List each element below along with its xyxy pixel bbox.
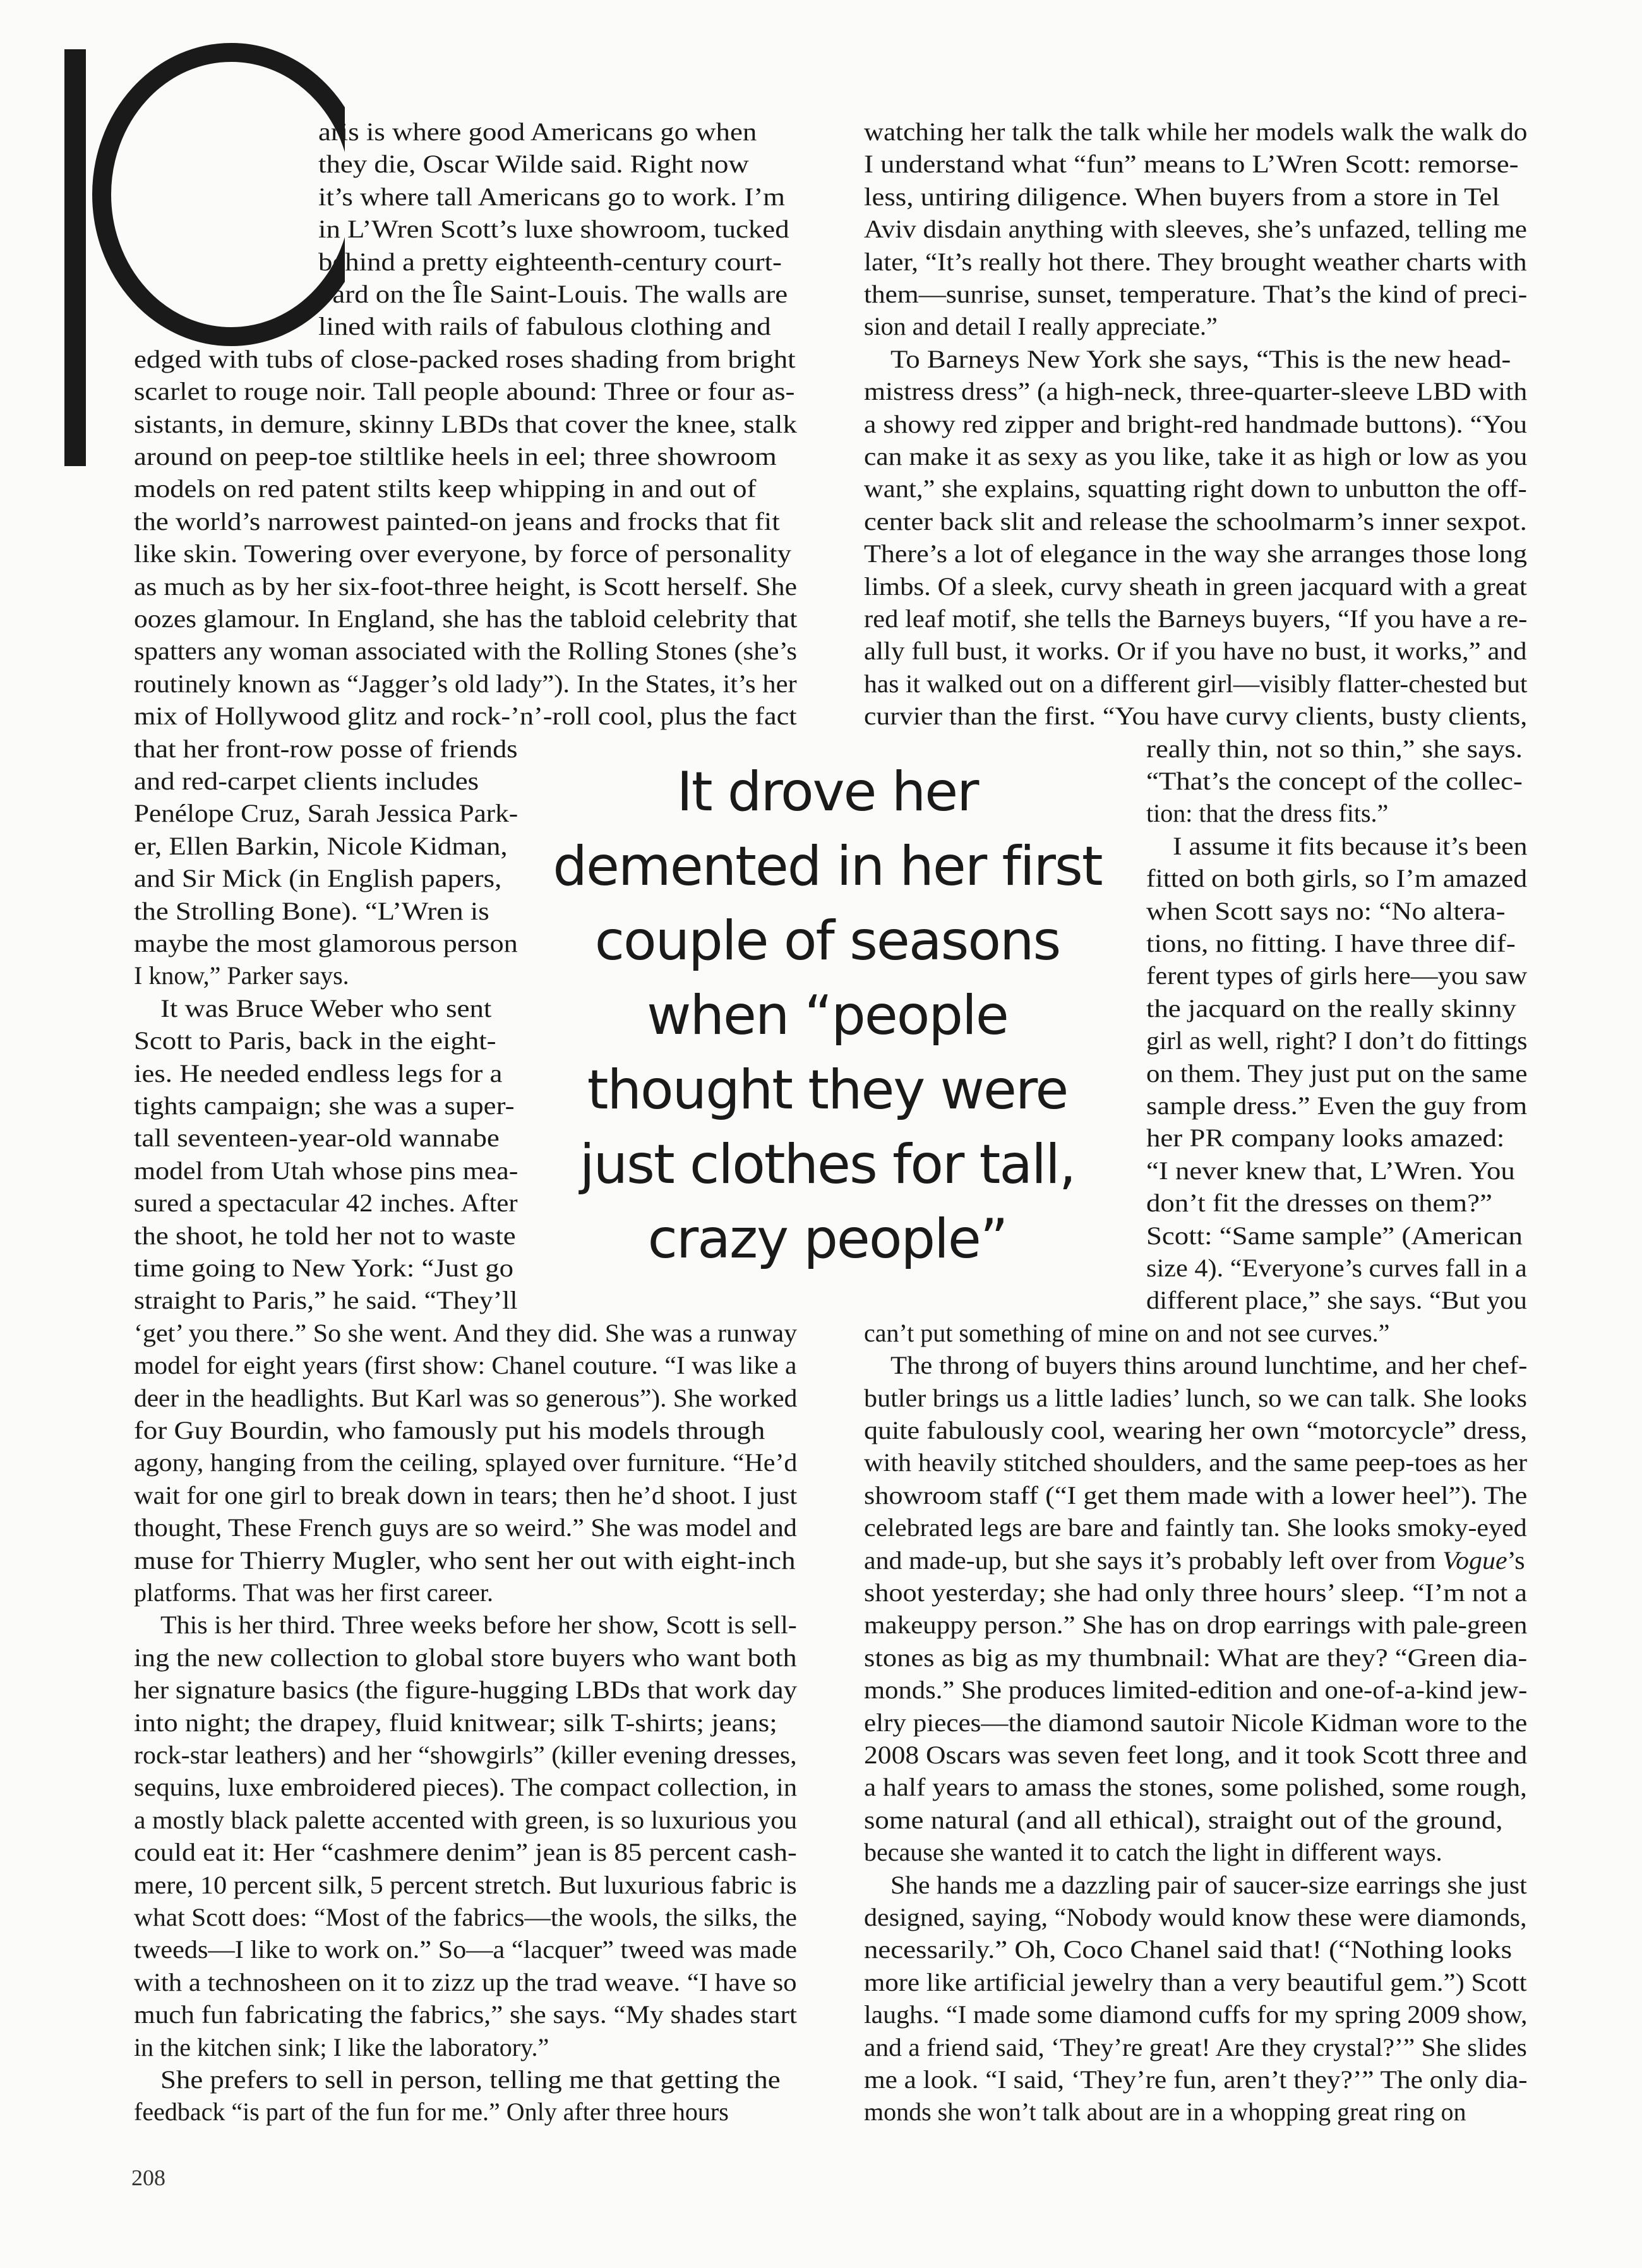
- body-text-line: girl as well, right? I don’t do fittings: [1146, 1026, 1528, 1055]
- body-text-line: different place,” she says. “But you: [1146, 1286, 1527, 1315]
- body-text-line: scarlet to rouge noir. Tall people abound: Three or four as-: [134, 377, 795, 406]
- body-text-line: them—sunrise, sunset, temperature. That’s the kind of preci-: [864, 280, 1528, 308]
- body-text-line: It was Bruce Weber who sent: [160, 993, 492, 1023]
- body-text-line: for Guy Bourdin, who famously put his models through: [134, 1416, 765, 1444]
- body-text-line: thought, These French guys are so weird.” She was model and: [134, 1513, 797, 1542]
- body-text-line: what Scott does: “Most of the fabrics—the wools, the silks, the: [134, 1903, 797, 1931]
- body-text-line: To Barneys New York she says, “This is the new head-: [890, 344, 1511, 373]
- body-text-line: her signature basics (the figure-hugging LBDs that work day: [134, 1676, 798, 1705]
- body-text-line: Penélope Cruz, Sarah Jessica Park-: [134, 799, 518, 828]
- body-text-line: limbs. Of a sleek, curvy sheath in green jacquard with a great: [864, 572, 1527, 601]
- magazine-title: Vogue: [1442, 1545, 1507, 1575]
- body-text-line: She hands me a dazzling pair of saucer-size earrings she just: [890, 1870, 1527, 1899]
- body-text-line: more like artificial jewelry than a very beautiful gem.”) Scott: [864, 1967, 1527, 1996]
- body-text-line: has it walked out on a different girl—visibly flatter-chested but: [864, 669, 1528, 698]
- body-text-line: the shoot, he told her not to waste: [134, 1221, 516, 1250]
- body-text-line: quite fabulously cool, wearing her own “motorcycle” dress,: [864, 1416, 1528, 1444]
- body-text-line: behind a pretty eighteenth-century court-: [318, 247, 782, 276]
- body-text-line: could eat it: Her “cashmere denim” jean is 85 percent cash-: [134, 1838, 797, 1867]
- body-text-line: monds.” She produces limited-edition and one-of-a-kind jew-: [864, 1676, 1528, 1705]
- body-text-line: maybe the most glamorous person: [134, 929, 518, 957]
- body-text-line: She prefers to sell in person, telling me that getting the: [160, 2065, 781, 2094]
- body-text-line: sample dress.” Even the guy from: [1146, 1091, 1528, 1120]
- body-text-line: tall seventeen-year-old wannabe: [134, 1124, 500, 1153]
- body-text-line: model from Utah whose pins mea-: [134, 1156, 518, 1185]
- body-text-line: size 4). “Everyone’s curves fall in a: [1146, 1254, 1527, 1282]
- body-text-line: ally full bust, it works. Or if you have no bust, it works,” and: [864, 637, 1527, 666]
- body-text-line: when Scott says no: “No altera-: [1146, 896, 1506, 925]
- body-text-line: fitted on both girls, so I’m amazed: [1146, 864, 1528, 893]
- body-text-line: and a friend said, ‘They’re great! Are they crystal?’” She slides: [864, 2032, 1527, 2061]
- body-text-line: lined with rails of fabulous clothing and: [318, 312, 771, 341]
- body-text-line: me a look. “I said, ‘They’re fun, aren’t they?’” The only dia-: [864, 2065, 1528, 2094]
- body-text-line: Scott to Paris, back in the eight-: [134, 1026, 496, 1055]
- body-text-line: watching her talk the talk while her models walk the walk do: [864, 117, 1528, 146]
- body-text-line: can make it as sexy as you like, take it as high or low as you: [864, 442, 1528, 471]
- body-text-line: sistants, in demure, skinny LBDs that cover the knee, stalk: [134, 409, 797, 438]
- body-text-line: The throng of buyers thins around lunchtime, and her chef-: [890, 1351, 1528, 1380]
- body-text-line: because she wanted it to catch the light in different ways.: [864, 1838, 1442, 1867]
- pull-quote-line: It drove her: [676, 760, 978, 824]
- body-text-line: want,” she explains, squatting right down to unbutton the off-: [864, 474, 1527, 503]
- body-text-line: and red-carpet clients includes: [134, 767, 479, 795]
- body-text-line: models on red patent stilts keep whipping in and out of: [134, 474, 757, 503]
- body-text-line: curvier than the first. “You have curvy clients, busty clients,: [864, 702, 1528, 731]
- body-text-line: less, untiring diligence. When buyers from a store in Tel: [864, 182, 1500, 211]
- body-text-line: center back slit and release the schoolmarm’s inner sexpot.: [864, 507, 1527, 536]
- body-text-line: really thin, not so thin,” she says.: [1146, 734, 1523, 763]
- body-text-line: There’s a lot of elegance in the way she arranges those long: [864, 539, 1528, 568]
- body-text-line: butler brings us a little ladies’ lunch, so we can talk. She looks: [864, 1383, 1527, 1412]
- body-text-line: sured a spectacular 42 inches. After: [134, 1189, 518, 1218]
- body-text-line: muse for Thierry Mugler, who sent her out with eight-inch: [134, 1545, 796, 1575]
- body-text-line: around on peep-toe stiltlike heels in eel; three showroom: [134, 442, 777, 471]
- body-text-line: with a technosheen on it to zizz up the trad weave. “I have so: [134, 1967, 797, 1996]
- body-text-line: This is her third. Three weeks before her show, Scott is sell-: [160, 1611, 797, 1640]
- body-text-line: aris is where good Americans go when: [318, 117, 757, 146]
- body-text-line: monds she won’t talk about are in a whopping great ring on: [864, 2097, 1466, 2127]
- body-text-line: makeuppy person.” She has on drop earrings with pale-green: [864, 1611, 1528, 1640]
- body-text-line: that her front-row posse of friends: [134, 734, 518, 763]
- body-text-line: with heavily stitched shoulders, and the same peep-toes as her: [864, 1448, 1528, 1477]
- body-text-line: tion: that the dress fits.”: [1146, 799, 1389, 828]
- pull-quote-line: crazy people”: [647, 1208, 1007, 1271]
- body-text-line: Aviv disdain anything with sleeves, she’s unfazed, telling me: [864, 215, 1527, 244]
- body-text-line: deer in the headlights. But Karl was so generous”). She worked: [134, 1383, 798, 1412]
- body-text-line: a mostly black palette accented with green, is so luxurious you: [134, 1805, 798, 1834]
- body-text-line: I understand what “fun” means to L’Wren Scott: remorse-: [864, 150, 1519, 179]
- pull-quote: [530, 755, 1124, 1276]
- pull-quote-line: couple of seasons: [594, 909, 1060, 973]
- body-text-line: on them. They just put on the same: [1146, 1059, 1528, 1088]
- body-text-line: tions, no fitting. I have three dif-: [1146, 929, 1516, 957]
- body-text-line: edged with tubs of close-packed roses shading from bright: [134, 344, 796, 373]
- body-text-line: the world’s narrowest painted-on jeans and frocks that fit: [134, 507, 780, 536]
- body-text-line: celebrated legs are bare and faintly tan. She looks smoky-eyed: [864, 1513, 1527, 1542]
- body-text-line: in the kitchen sink; I like the laboratory.”: [134, 2032, 549, 2061]
- body-text-line: ies. He needed endless legs for a: [134, 1059, 503, 1088]
- body-text-line: “That’s the concept of the collec-: [1146, 767, 1523, 795]
- body-text-line: mistress dress” (a high-neck, three-quarter-sleeve LBD with: [864, 377, 1528, 406]
- body-text-line: as much as by her six-foot-three height, is Scott herself. She: [134, 572, 798, 601]
- body-text-line: yard on the Île Saint-Louis. The walls are: [318, 280, 788, 308]
- body-text-line: I assume it fits because it’s been: [1173, 831, 1528, 860]
- body-text-line: sion and detail I really appreciate.”: [864, 312, 1218, 341]
- body-text-line: elry pieces—the diamond sautoir Nicole Kidman wore to the: [864, 1708, 1528, 1737]
- body-text-line: the jacquard on the really skinny: [1146, 993, 1516, 1023]
- body-text-line: I know,” Parker says.: [134, 961, 349, 990]
- body-text-line: rock-star leathers) and her “showgirls” (killer evening dresses,: [134, 1741, 797, 1769]
- body-text-line: mere, 10 percent silk, 5 percent stretch. But luxurious fabric is: [134, 1870, 797, 1899]
- body-text-line: ing the new collection to global store buyers who want both: [134, 1643, 797, 1672]
- body-text-line: it’s where tall Americans go to work. I’m: [318, 182, 786, 211]
- body-text-line: laughs. “I made some diamond cuffs for my spring 2009 show,: [864, 2000, 1528, 2029]
- body-text-line: ferent types of girls here—you saw: [1146, 961, 1528, 990]
- body-text-line: oozes glamour. In England, she has the tabloid celebrity that: [134, 604, 798, 633]
- body-text-line: showroom staff (“I get them made with a lower heel”). The: [864, 1480, 1528, 1509]
- pull-quote-line: just clothes for tall,: [579, 1133, 1076, 1196]
- body-text-line: designed, saying, “Nobody would know these were diamonds,: [864, 1903, 1527, 1931]
- body-text-line: red leaf motif, she tells the Barneys buyers, “If you have a re-: [864, 604, 1528, 633]
- body-text-line: wait for one girl to break down in tears; then he’d shoot. I just: [134, 1480, 798, 1509]
- pull-quote-line: thought they were: [587, 1059, 1068, 1122]
- body-text-line: and Sir Mick (in English papers,: [134, 864, 502, 893]
- page-number: 208: [131, 2165, 165, 2190]
- body-text-line: much fun fabricating the fabrics,” she says. “My shades start: [134, 2000, 797, 2029]
- body-text-line: later, “It’s really hot there. They brought weather charts with: [864, 247, 1527, 276]
- body-text-line: in L’Wren Scott’s luxe showroom, tucked: [318, 215, 789, 244]
- body-text-line: tweeds—I like to work on.” So—a “lacquer” tweed was made: [134, 1935, 797, 1964]
- body-text-line: 2008 Oscars was seven feet long, and it took Scott three and: [864, 1741, 1528, 1769]
- pull-quote-line: demented in her first: [553, 835, 1102, 898]
- body-text-line: mix of Hollywood glitz and rock-’n’-roll cool, plus the fact: [134, 702, 797, 731]
- body-text-line: ‘get’ you there.” So she went. And they did. She was a runway: [134, 1318, 798, 1347]
- body-text-line: agony, hanging from the ceiling, splayed over furniture. “He’d: [134, 1448, 798, 1477]
- body-text-line: er, Ellen Barkin, Nicole Kidman,: [134, 831, 508, 860]
- body-text-line: Scott: “Same sample” (American: [1146, 1221, 1523, 1250]
- body-text-line: feedback “is part of the fun for me.” Only after three hours: [134, 2097, 729, 2127]
- body-text-line: straight to Paris,” he said. “They’ll: [134, 1286, 518, 1315]
- body-text-line: her PR company looks amazed:: [1146, 1124, 1505, 1153]
- body-text-line: can’t put something of mine on and not see curves.”: [864, 1318, 1390, 1347]
- body-text-line: a half years to amass the stones, some polished, some rough,: [864, 1773, 1527, 1802]
- body-text-line: into night; the drapey, fluid knitwear; silk T-shirts; jeans;: [134, 1708, 777, 1737]
- body-text-line: they die, Oscar Wilde said. Right now: [318, 150, 749, 179]
- body-text-line: some natural (and all ethical), straight out of the ground,: [864, 1805, 1503, 1834]
- pull-quote-line: when “people: [647, 984, 1008, 1047]
- body-text-line: tights campaign; she was a super-: [134, 1091, 515, 1120]
- body-text-line: time going to New York: “Just go: [134, 1254, 514, 1282]
- body-text-line: “I never knew that, L’Wren. You: [1146, 1156, 1515, 1185]
- body-text-line: don’t fit the dresses on them?”: [1146, 1189, 1492, 1218]
- body-text-line: spatters any woman associated with the Rolling Stones (she’s: [134, 637, 798, 666]
- body-text-line: a showy red zipper and bright-red handmade buttons). “You: [864, 409, 1528, 438]
- body-text-line: platforms. That was her first career.: [134, 1578, 494, 1607]
- body-text-line: and made-up, but she says it’s probably left over from Vogue’s: [864, 1545, 1525, 1575]
- body-text-line: stones as big as my thumbnail: What are they? “Green dia-: [864, 1643, 1528, 1672]
- body-text-line: the Strolling Bone). “L’Wren is: [134, 896, 489, 925]
- body-text-line: model for eight years (first show: Chanel couture. “I was like a: [134, 1351, 797, 1380]
- body-text-line: sequins, luxe embroidered pieces). The compact collection, in: [134, 1773, 798, 1802]
- body-text-line: routinely known as “Jagger’s old lady”). In the States, it’s her: [134, 669, 797, 698]
- body-text-line: necessarily.” Oh, Coco Chanel said that! (“Nothing looks: [864, 1935, 1513, 1964]
- body-text-line: like skin. Towering over everyone, by force of personality: [134, 539, 792, 568]
- body-text-line: shoot yesterday; she had only three hours’ sleep. “I’m not a: [864, 1578, 1527, 1607]
